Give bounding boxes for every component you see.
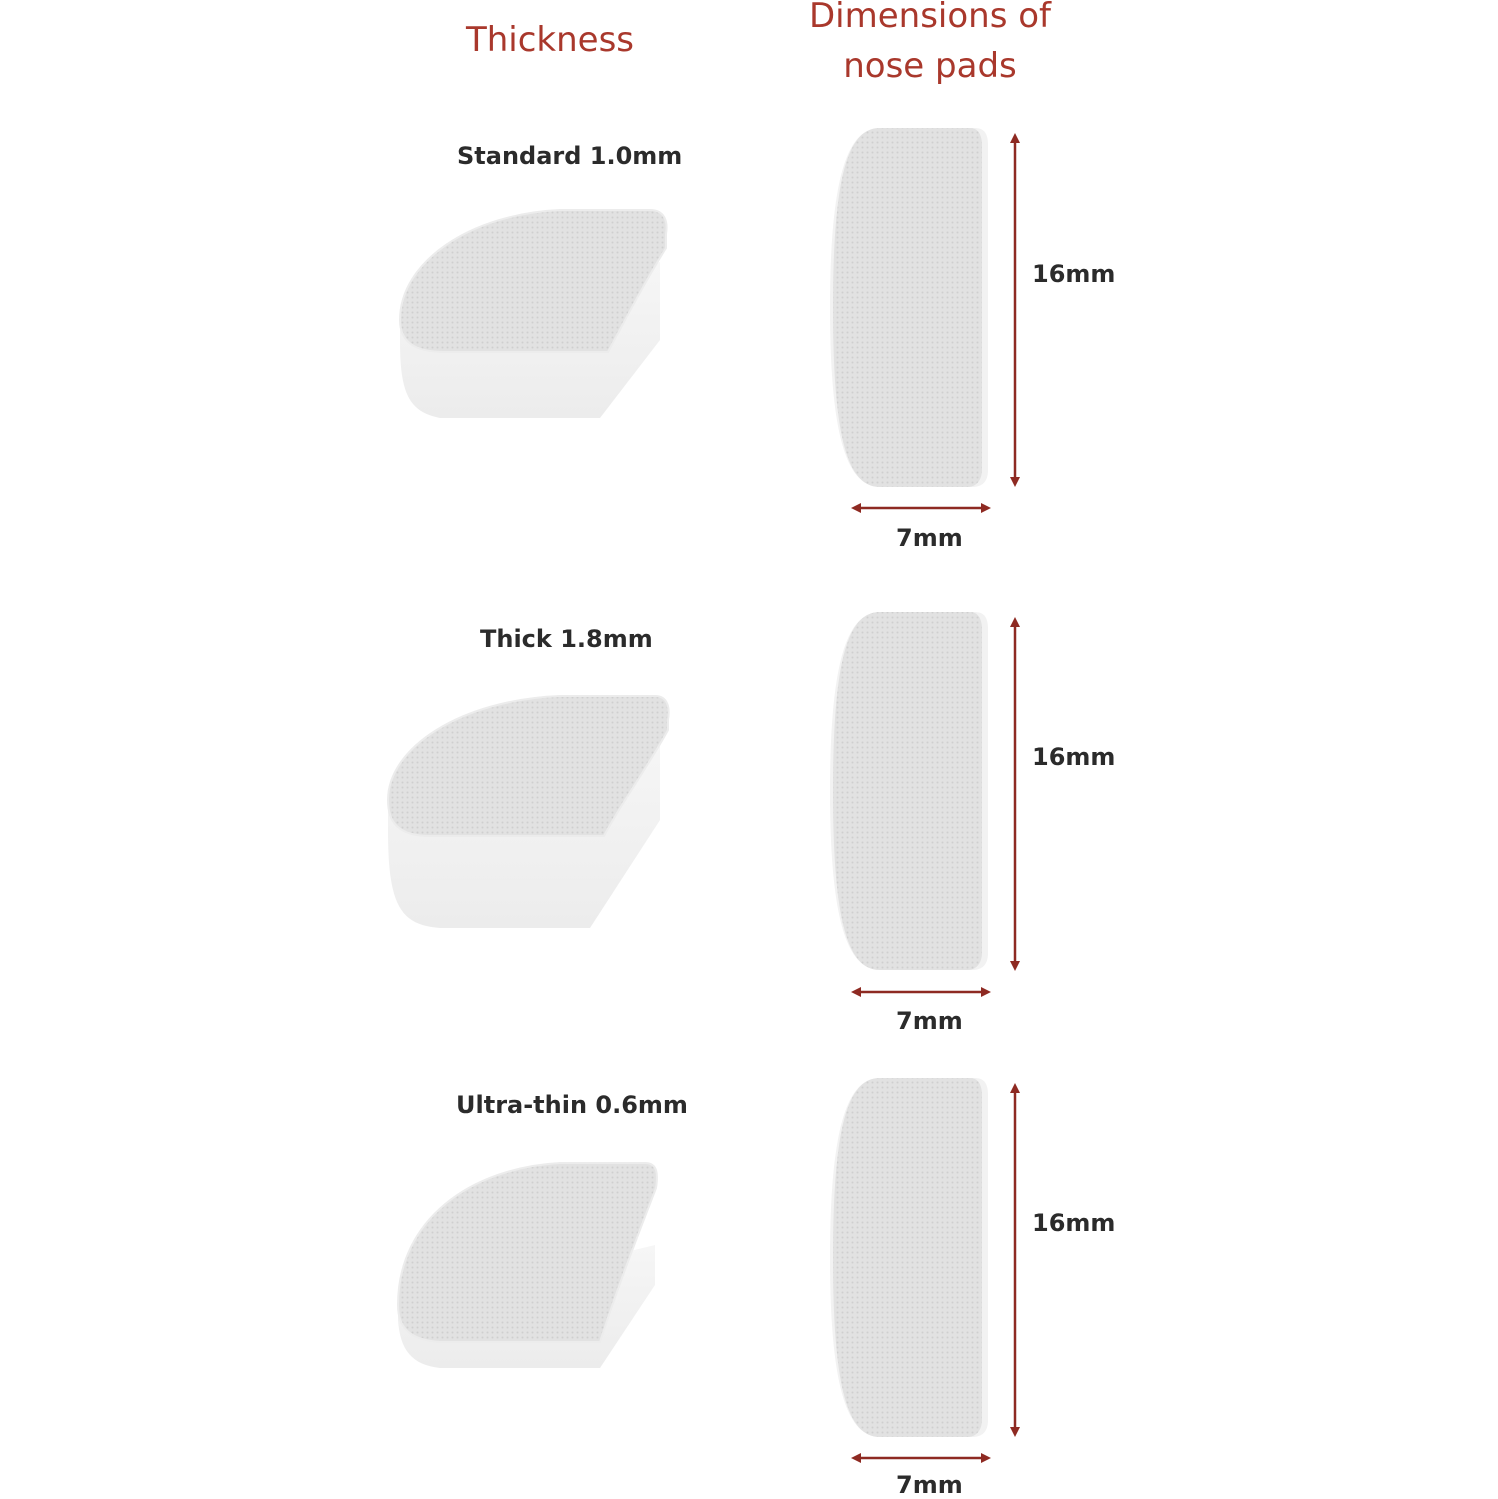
width-label: 7mm bbox=[896, 524, 963, 552]
width-label: 7mm bbox=[896, 1471, 963, 1499]
height-label: 16mm bbox=[1032, 260, 1116, 288]
dimensions-heading-line1: Dimensions of bbox=[808, 0, 1052, 36]
standard-pad-image bbox=[400, 210, 667, 418]
ultra-thin-pad-dimension-image bbox=[830, 1078, 988, 1437]
thick-pad-dimension-image bbox=[830, 612, 988, 970]
width-label: 7mm bbox=[896, 1007, 963, 1035]
thickness-label-ultra-thin: Ultra-thin 0.6mm bbox=[456, 1091, 688, 1119]
thickness-label-thick: Thick 1.8mm bbox=[480, 625, 653, 653]
height-label: 16mm bbox=[1032, 743, 1116, 771]
thickness-heading: Thickness bbox=[465, 20, 635, 60]
dimensions-heading-line2: nose pads bbox=[843, 46, 1017, 86]
standard-pad-dimension-image bbox=[830, 128, 988, 487]
height-label: 16mm bbox=[1032, 1209, 1116, 1237]
ultra-thin-pad-image bbox=[398, 1163, 657, 1368]
thick-pad-image bbox=[388, 696, 669, 928]
thickness-label-standard: Standard 1.0mm bbox=[457, 142, 683, 170]
